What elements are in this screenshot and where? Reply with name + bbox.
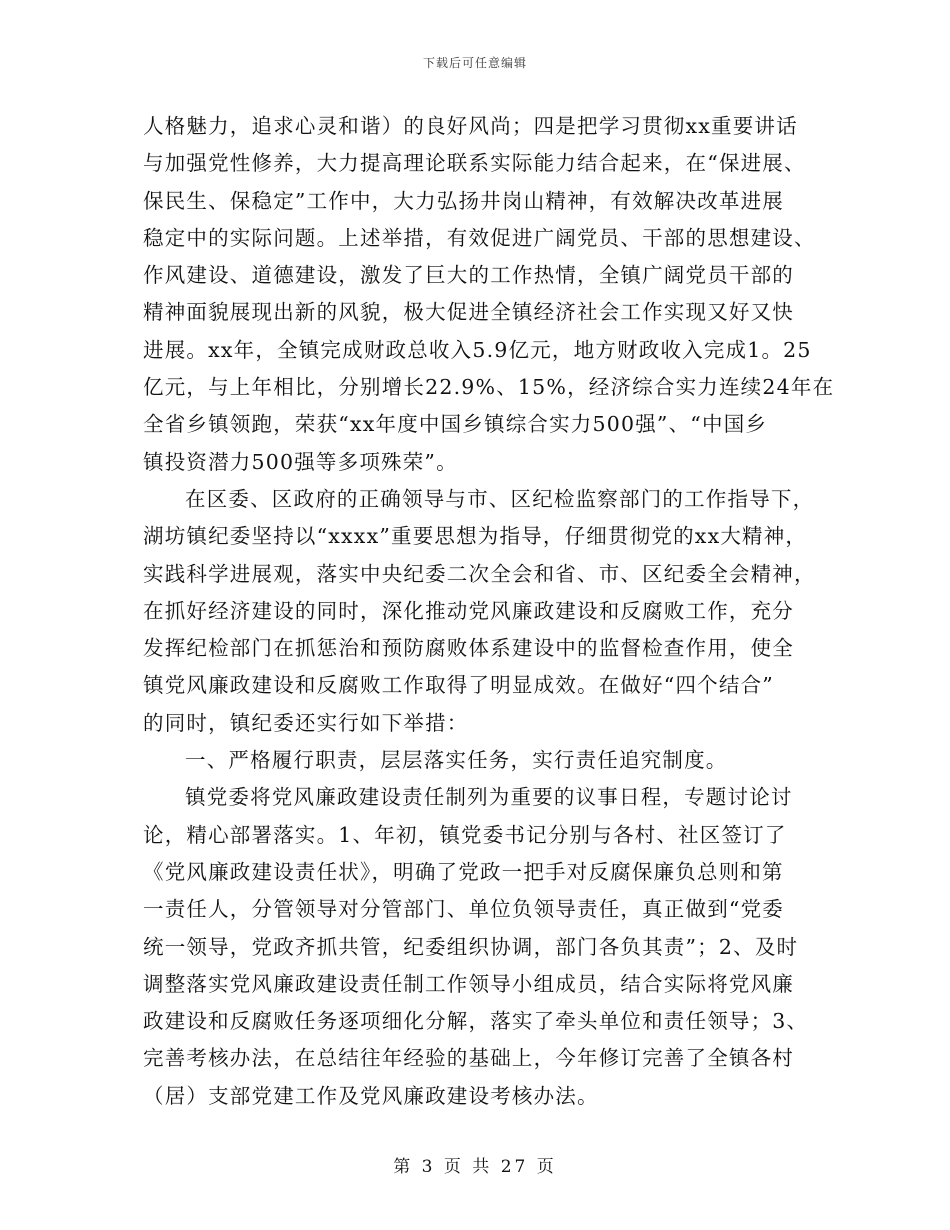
text-line: 统一领导，党政齐抓共管，纪委组织协调，部门各负其责”；2、及时 bbox=[143, 934, 799, 959]
text-line: 稳定中的实际问题。上述举措，有效促进广阔党员、干部的思想建设、 bbox=[143, 225, 816, 250]
section-heading: 一、严格履行职责，层层落实任务，实行责任追究制度。 bbox=[185, 748, 728, 773]
text-line: 在区委、区政府的正确领导与市、区纪检监察部门的工作指导下， bbox=[185, 486, 815, 511]
text-line: （居）支部党建工作及党风廉政建设考核办法。 bbox=[143, 1083, 599, 1108]
text-line: 发挥纪检部门在抓惩治和预防腐败体系建设中的监督检查作用，使全 bbox=[143, 636, 794, 661]
text-line: 进展。xx年，全镇完成财政总收入5.9亿元，地方财政收入完成1。25 bbox=[143, 337, 812, 362]
text-line: 精神面貌展现出新的风貌，极大促进全镇经济社会工作实现又好又快 bbox=[143, 300, 794, 325]
text-line: 《党风廉政建设责任状》，明确了党政一把手对反腐保廉负总则和第 bbox=[143, 859, 784, 884]
text-line: 镇投资潜力500强等多项殊荣”。 bbox=[143, 449, 458, 474]
text-line: 镇党委将党风廉政建设责任制列为重要的议事日程，专题讨论讨 bbox=[185, 785, 793, 810]
text-line: 完善考核办法，在总结往年经验的基础上，今年修订完善了全镇各村 bbox=[143, 1046, 794, 1071]
text-line: 镇党风廉政建设和反腐败工作取得了明显成效。在做好“四个结合” bbox=[143, 673, 774, 698]
text-line: 人格魅力，追求心灵和谐）的良好风尚；四是把学习贯彻xx重要讲话 bbox=[143, 114, 798, 138]
text-line: 在抓好经济建设的同时，深化推动党风廉政建设和反腐败工作，充分 bbox=[143, 598, 794, 623]
text-line: 亿元，与上年相比，分别增长22.9%、15%，经济综合实力连续24年在 bbox=[143, 375, 835, 400]
text-line: 调整落实党风廉政建设责任制工作领导小组成员，结合实际将党风廉 bbox=[143, 971, 794, 996]
text-line: 一责任人，分管领导对分管部门、单位负领导责任，真正做到“党委 bbox=[143, 897, 784, 922]
body-text bbox=[143, 108, 835, 1115]
text-line: 作风建设、道德建设，激发了巨大的工作热情，全镇广阔党员干部的 bbox=[143, 263, 794, 288]
text-line: 实践科学进展观，落实中央纪委二次全会和省、市、区纪委全会精神， bbox=[143, 561, 816, 586]
text-line: 湖坊镇纪委坚持以“xxxx”重要思想为指导，仔细贯彻党的xx大精神， bbox=[143, 524, 808, 549]
text-line: 与加强党性修养，大力提高理论联系实际能力结合起来，在“保进展、 bbox=[143, 151, 806, 176]
text-line: 的同时，镇纪委还实行如下举措： bbox=[143, 710, 469, 735]
text-line: 保民生、保稳定”工作中，大力弘扬井岗山精神，有效解决改革进展 bbox=[143, 188, 784, 213]
text-line: 全省乡镇领跑，荣获“xx年度中国乡镇综合实力500强”、“中国乡 bbox=[143, 412, 768, 437]
text-line: 政建设和反腐败任务逐项细化分解，落实了牵头单位和责任领导；3、 bbox=[143, 1009, 809, 1034]
header-note: 下载后可任意编辑 bbox=[422, 56, 527, 70]
page-number: 第 3 页 共 27 页 bbox=[393, 1157, 557, 1177]
text-line: 论，精心部署落实。1、年初，镇党委书记分别与各村、社区签订了 bbox=[143, 822, 787, 847]
